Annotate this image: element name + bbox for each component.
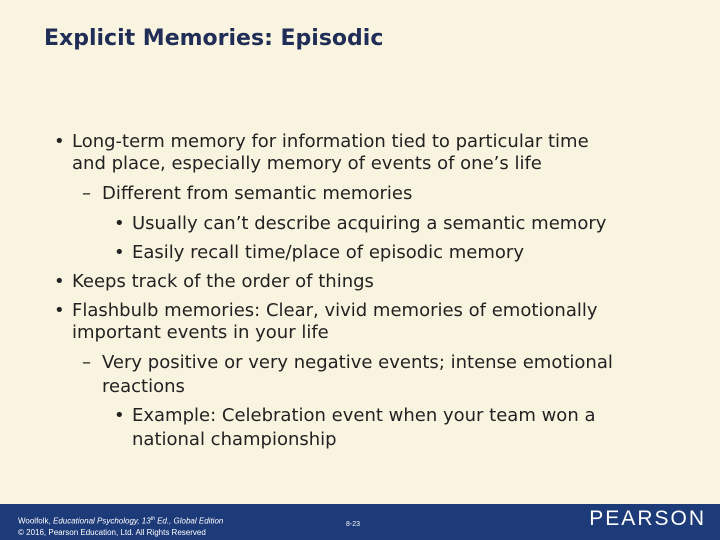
credit-superscript: th bbox=[150, 516, 155, 522]
page-number: 8-23 bbox=[346, 521, 361, 528]
bullet-marker: • bbox=[114, 405, 125, 426]
citation-line bbox=[18, 514, 223, 527]
credit-edition: Ed., Global Edition bbox=[154, 516, 224, 526]
credit-title: Educational Psychology, 13 bbox=[52, 516, 151, 526]
bullet-text: Different from semantic memories bbox=[102, 183, 413, 204]
bullet-text: and place, especially memory of events of one’s life bbox=[72, 153, 542, 174]
bullet-marker: • bbox=[114, 242, 125, 263]
bullet-marker: • bbox=[54, 131, 65, 152]
bullet-text: Easily recall time/place of episodic memory bbox=[132, 242, 524, 263]
credit-author: Woolfolk, bbox=[18, 516, 53, 526]
bullet-text: Long-term memory for information tied to particular time bbox=[72, 131, 589, 152]
bullet-text: reactions bbox=[102, 376, 185, 397]
bullet-text: Flashbulb memories: Clear, vivid memories of emotionally bbox=[72, 300, 598, 321]
bullet-text: Very positive or very negative events; intense emotional bbox=[102, 352, 613, 373]
bullet-marker: • bbox=[54, 300, 65, 321]
bullet-text: Example: Celebration event when your team won a bbox=[132, 405, 596, 426]
footer-credit bbox=[18, 514, 223, 538]
slide-title: Explicit Memories: Episodic bbox=[44, 26, 384, 51]
bullet-text: Keeps track of the order of things bbox=[72, 271, 374, 292]
bullet-marker: • bbox=[54, 271, 65, 292]
bullet-text: Usually can’t describe acquiring a semantic memory bbox=[132, 213, 607, 234]
footer-bar bbox=[0, 504, 720, 540]
copyright-line: © 2016, Pearson Education, Ltd. All Rights Reserved bbox=[18, 527, 206, 537]
dash-marker: – bbox=[82, 183, 91, 204]
bullet-text: important events in your life bbox=[72, 322, 329, 343]
bullet-marker: • bbox=[114, 213, 125, 234]
dash-marker: – bbox=[82, 352, 91, 373]
pearson-logo: PEARSON bbox=[589, 507, 706, 530]
bullet-text: national championship bbox=[132, 429, 337, 450]
